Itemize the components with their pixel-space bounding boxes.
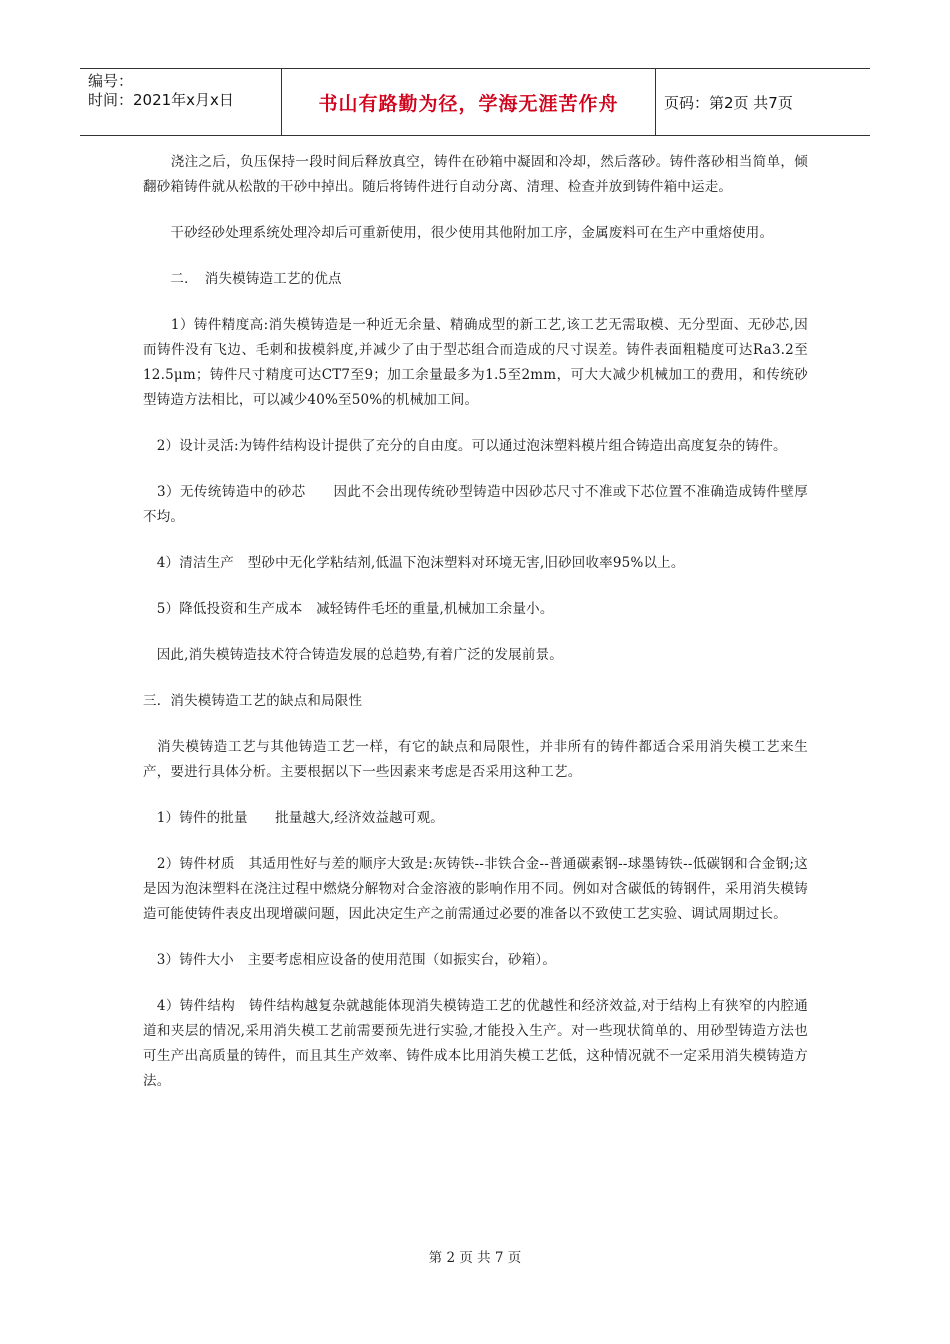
- section-heading-limitations: 三．消失模铸造工艺的缺点和局限性: [143, 693, 363, 709]
- document-body: [143, 150, 808, 1115]
- paragraph-advantage-precision: 1）铸件精度高:消失模铸造是一种近无余量、精确成型的新工艺,该工艺无需取模、无分型面、无砂芯,因而铸件没有飞边、毛刺和拔模斜度,并减少了由于型芯组合而造成的尺寸误差。铸件表面粗糙度可达Ra3.2至12.5μm；铸件尺寸精度可达CT7至9；加工余量最多为1.5至2mm，可大大减少机械加工的费用，和传统砂型铸造方法相比，可以减少40%至50%的机械加工间。: [143, 317, 808, 408]
- paragraph-limitation-structure: 4）铸件结构 铸件结构越复杂就越能体现消失模铸造工艺的优越性和经济效益,对于结构上有狭窄的内腔通道和夹层的情况,采用消失模工艺前需要预先进行实验,才能投入生产。对一些现状简单的、用砂型铸造方法也可生产出高质量的铸件，而且其生产效率、铸件成本比用消失模工艺低，这种情况就不一定采用消失模铸造方法。: [143, 998, 808, 1089]
- paragraph-cooling: 浇注之后，负压保持一段时间后释放真空，铸件在砂箱中凝固和冷却，然后落砂。铸件落砂相当简单，倾翻砂箱铸件就从松散的干砂中掉出。随后将铸件进行自动分离、清理、检查并放到铸件箱中运走。: [143, 154, 808, 195]
- page-header: [80, 68, 870, 136]
- paragraph-limitations-intro: 消失模铸造工艺与其他铸造工艺一样，有它的缺点和局限性，并非所有的铸件都适合采用消失模工艺来生产，要进行具体分析。主要根据以下一些因素来考虑是否采用这种工艺。: [143, 739, 808, 780]
- paragraph-limitation-material: 2）铸件材质 其适用性好与差的顺序大致是:灰铸铁--非铁合金--普通碳素钢--球墨铸铁--低碳钢和合金钢;这是因为泡沫塑料在浇注过程中燃烧分解物对合金溶液的影响作用不同。例如对含碳低的铸钢件，采用消失模铸造可能使铸件表皮出现增碳问题，因此决定生产之前需通过必要的准备以不致使工艺实验、调试周期过长。: [143, 856, 808, 922]
- paragraph-advantage-no-core: 3）无传统铸造中的砂芯 因此不会出现传统砂型铸造中因砂芯尺寸不准或下芯位置不准确造成铸件壁厚不均。: [143, 484, 808, 525]
- document-date: 时间：2021年x月x日: [88, 91, 234, 109]
- header-meta: [80, 69, 282, 135]
- paragraph-sand-reuse: 干砂经砂处理系统处理冷却后可重新使用，很少使用其他附加工序，金属废料可在生产中重熔使用。: [143, 225, 774, 241]
- paragraph-limitation-size: 3）铸件大小 主要考虑相应设备的使用范围（如振实台，砂箱）。: [143, 952, 557, 968]
- paragraph-limitation-batch: 1）铸件的批量 批量越大,经济效益越可观。: [143, 810, 444, 826]
- paragraph-advantage-cost: 5）降低投资和生产成本 减轻铸件毛坯的重量,机械加工余量小。: [143, 601, 554, 617]
- header-motto: 书山有路勤为径，学海无涯苦作舟: [282, 69, 656, 135]
- paragraph-advantage-clean: 4）清洁生产 型砂中无化学粘结剂,低温下泡沫塑料对环境无害,旧砂回收率95%以上。: [143, 555, 685, 571]
- paragraph-advantage-design: 2）设计灵活:为铸件结构设计提供了充分的自由度。可以通过泡沫塑料模片组合铸造出高度复杂的铸件。: [143, 438, 787, 454]
- page-footer: 第 2 页 共 7 页: [428, 1250, 522, 1266]
- section-heading-advantages: 二． 消失模铸造工艺的优点: [143, 271, 342, 287]
- document-code-label: 编号：: [88, 72, 134, 90]
- header-page-info: 页码：第2页 共7页: [664, 93, 793, 112]
- paragraph-advantage-summary: 因此,消失模铸造技术符合铸造发展的总趋势,有着广泛的发展前景。: [143, 647, 563, 663]
